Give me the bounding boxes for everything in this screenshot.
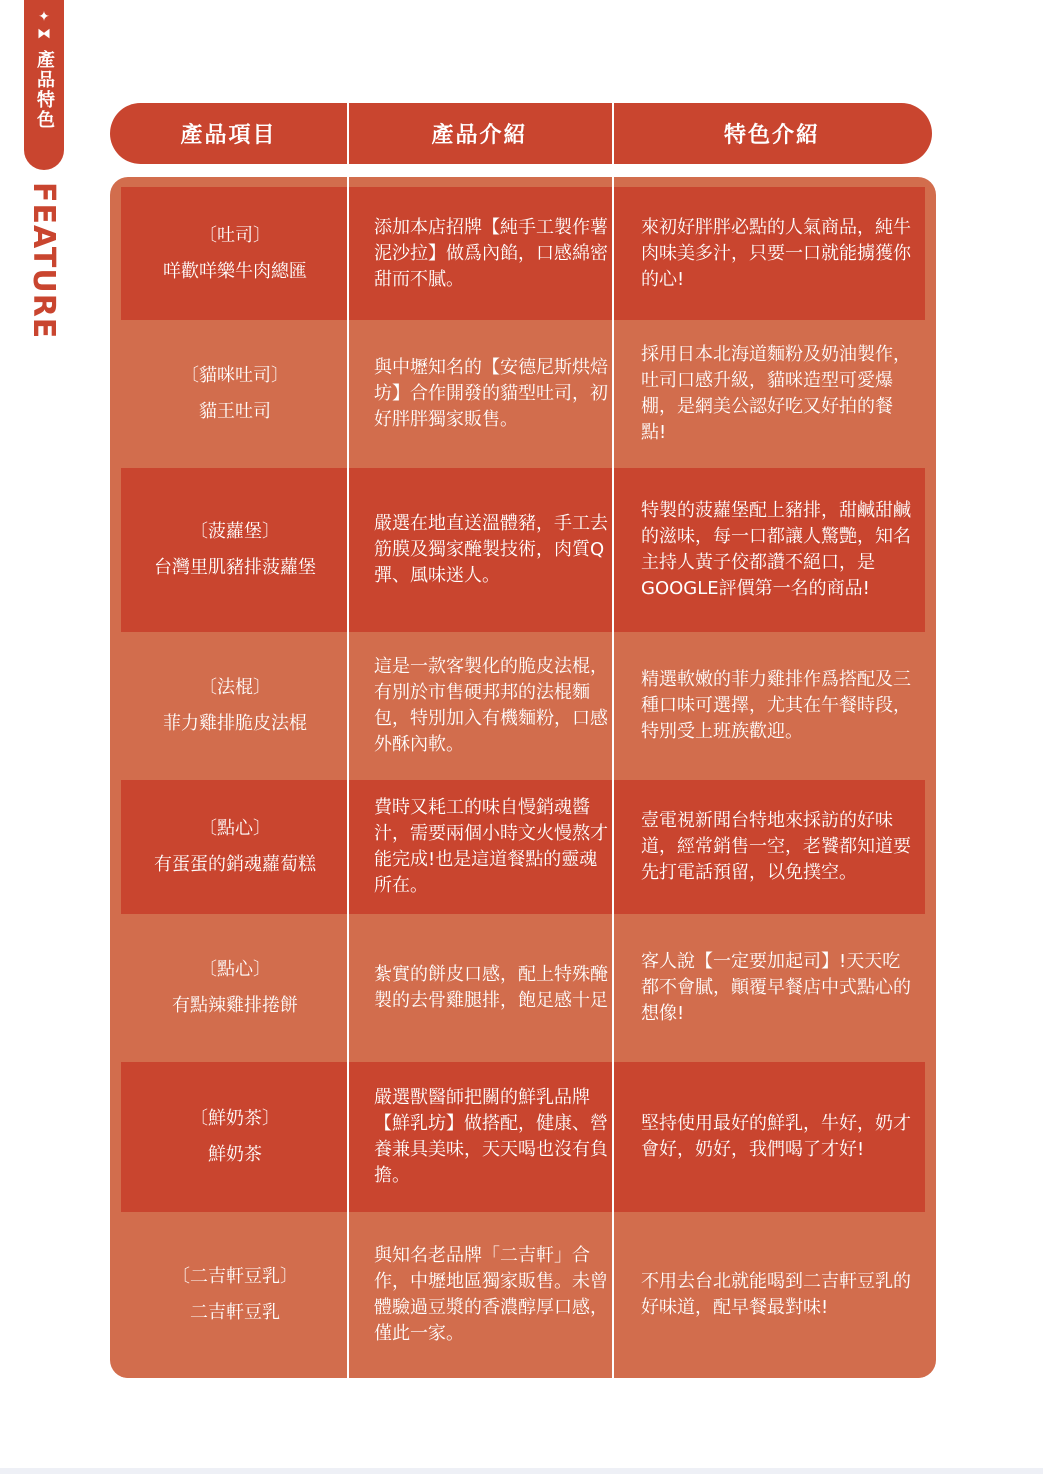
row-category: 〔貓咪吐司〕 xyxy=(181,365,289,386)
row-name: 二吉軒豆乳 xyxy=(190,1302,280,1323)
row-intro: 嚴選在地直送溫體豬，手工去筋膜及獨家醃製技術，肉質Q彈、風味迷人。 xyxy=(374,513,608,586)
row-intro: 紮實的餅皮口感，配上特殊醃製的去骨雞腿排，飽足感十足 xyxy=(374,964,608,1011)
header-product-item: 產品項目 xyxy=(180,123,277,148)
bottom-strip xyxy=(0,1468,1043,1474)
row-intro: 與知名老品牌「二吉軒」合作，中壢地區獨家販售。未曾體驗過豆漿的香濃醇厚口感，僅此一家。 xyxy=(374,1245,608,1344)
row-feature: 來初好胖胖必點的人氣商品，純牛肉味美多汁，只要一口就能擄獲你的心! xyxy=(641,216,911,290)
row-feature: 採用日本北海道麵粉及奶油製作，吐司口感升級，貓咪造型可愛爆棚，是網美公認好吃又好拍的餐點! xyxy=(641,344,911,443)
side-tab xyxy=(24,0,64,170)
table-row xyxy=(121,632,925,780)
header-product-intro: 產品介紹 xyxy=(431,123,528,148)
row-intro: 與中壢知名的【安德尼斯烘焙坊】合作開發的貓型吐司，初好胖胖獨家販售。 xyxy=(374,357,608,430)
row-intro: 這是一款客製化的脆皮法棍，有別於市售硬邦邦的法棍麵包，特別加入有機麵粉，口感外酥內軟。 xyxy=(374,656,608,755)
row-intro: 嚴選獸醫師把關的鮮乳品牌【鮮乳坊】做搭配，健康、營養兼具美味，天天喝也沒有負擔。 xyxy=(374,1087,608,1186)
row-intro: 費時又耗工的味自慢銷魂醬汁，需要兩個小時文火慢熬才能完成!也是這道餐點的靈魂所在。 xyxy=(374,797,608,896)
row-name: 有點辣雞排捲餅 xyxy=(172,995,298,1016)
table-row xyxy=(121,780,925,914)
row-feature: 特製的菠蘿堡配上豬排，甜鹹甜鹹的滋味，每一口都讓人驚艷，知名主持人黃子佼都讚不絕口，是GOOGLE評價第一名的商品! xyxy=(641,500,911,599)
row-name: 貓王吐司 xyxy=(199,401,271,422)
feature-heading: FEATURE xyxy=(26,182,61,340)
table-row xyxy=(121,1212,925,1378)
row-category: 〔吐司〕 xyxy=(199,224,271,246)
sparkle-icon: ✦ xyxy=(38,9,50,25)
row-category: 〔菠蘿堡〕 xyxy=(190,521,280,542)
row-name: 有蛋蛋的銷魂蘿蔔糕 xyxy=(154,854,316,875)
row-feature: 客人說【一定要加起司】!天天吃都不會膩，顚覆早餐店中式點心的想像! xyxy=(641,951,911,1024)
bowtie-icon: ⧓ xyxy=(37,26,51,42)
row-category: 〔鮮奶茶〕 xyxy=(190,1108,280,1129)
column-divider xyxy=(347,103,349,1378)
row-name: 鮮奶茶 xyxy=(208,1144,262,1165)
row-feature: 精選軟嫩的菲力雞排作爲搭配及三種口味可選擇，尤其在午餐時段，特別受上班族歡迎。 xyxy=(641,669,911,742)
column-divider xyxy=(612,103,614,1378)
row-category: 〔點心〕 xyxy=(199,818,271,839)
header-feature-intro: 特色介紹 xyxy=(723,123,820,148)
row-category: 〔二吉軒豆乳〕 xyxy=(172,1266,298,1287)
table-row xyxy=(121,187,925,320)
product-table xyxy=(110,177,936,1378)
row-feature: 不用去台北就能喝到二吉軒豆乳的好味道，配早餐最對味! xyxy=(641,1271,911,1318)
row-feature: 堅持使用最好的鮮乳，牛好，奶才會好，奶好，我們喝了才好! xyxy=(641,1113,911,1160)
table-header xyxy=(110,103,932,164)
side-tab-label: 產品特色 xyxy=(34,50,55,130)
table-row xyxy=(121,468,925,632)
row-name: 台灣里肌豬排菠蘿堡 xyxy=(154,557,316,578)
table-row xyxy=(121,914,925,1062)
table-row xyxy=(121,320,925,468)
row-name: 咩歡咩樂牛肉總匯 xyxy=(163,260,307,282)
row-category: 〔法棍〕 xyxy=(199,677,271,698)
row-category: 〔點心〕 xyxy=(199,959,271,980)
row-name: 菲力雞排脆皮法棍 xyxy=(163,713,307,734)
row-intro: 添加本店招牌【純手工製作薯泥沙拉】做爲內餡，口感綿密甜而不膩。 xyxy=(374,216,608,290)
row-feature: 壹電視新聞台特地來採訪的好味道，經常銷售一空，老饕都知道要先打電話預留，以免撲空。 xyxy=(641,810,911,883)
table-row xyxy=(121,1062,925,1212)
